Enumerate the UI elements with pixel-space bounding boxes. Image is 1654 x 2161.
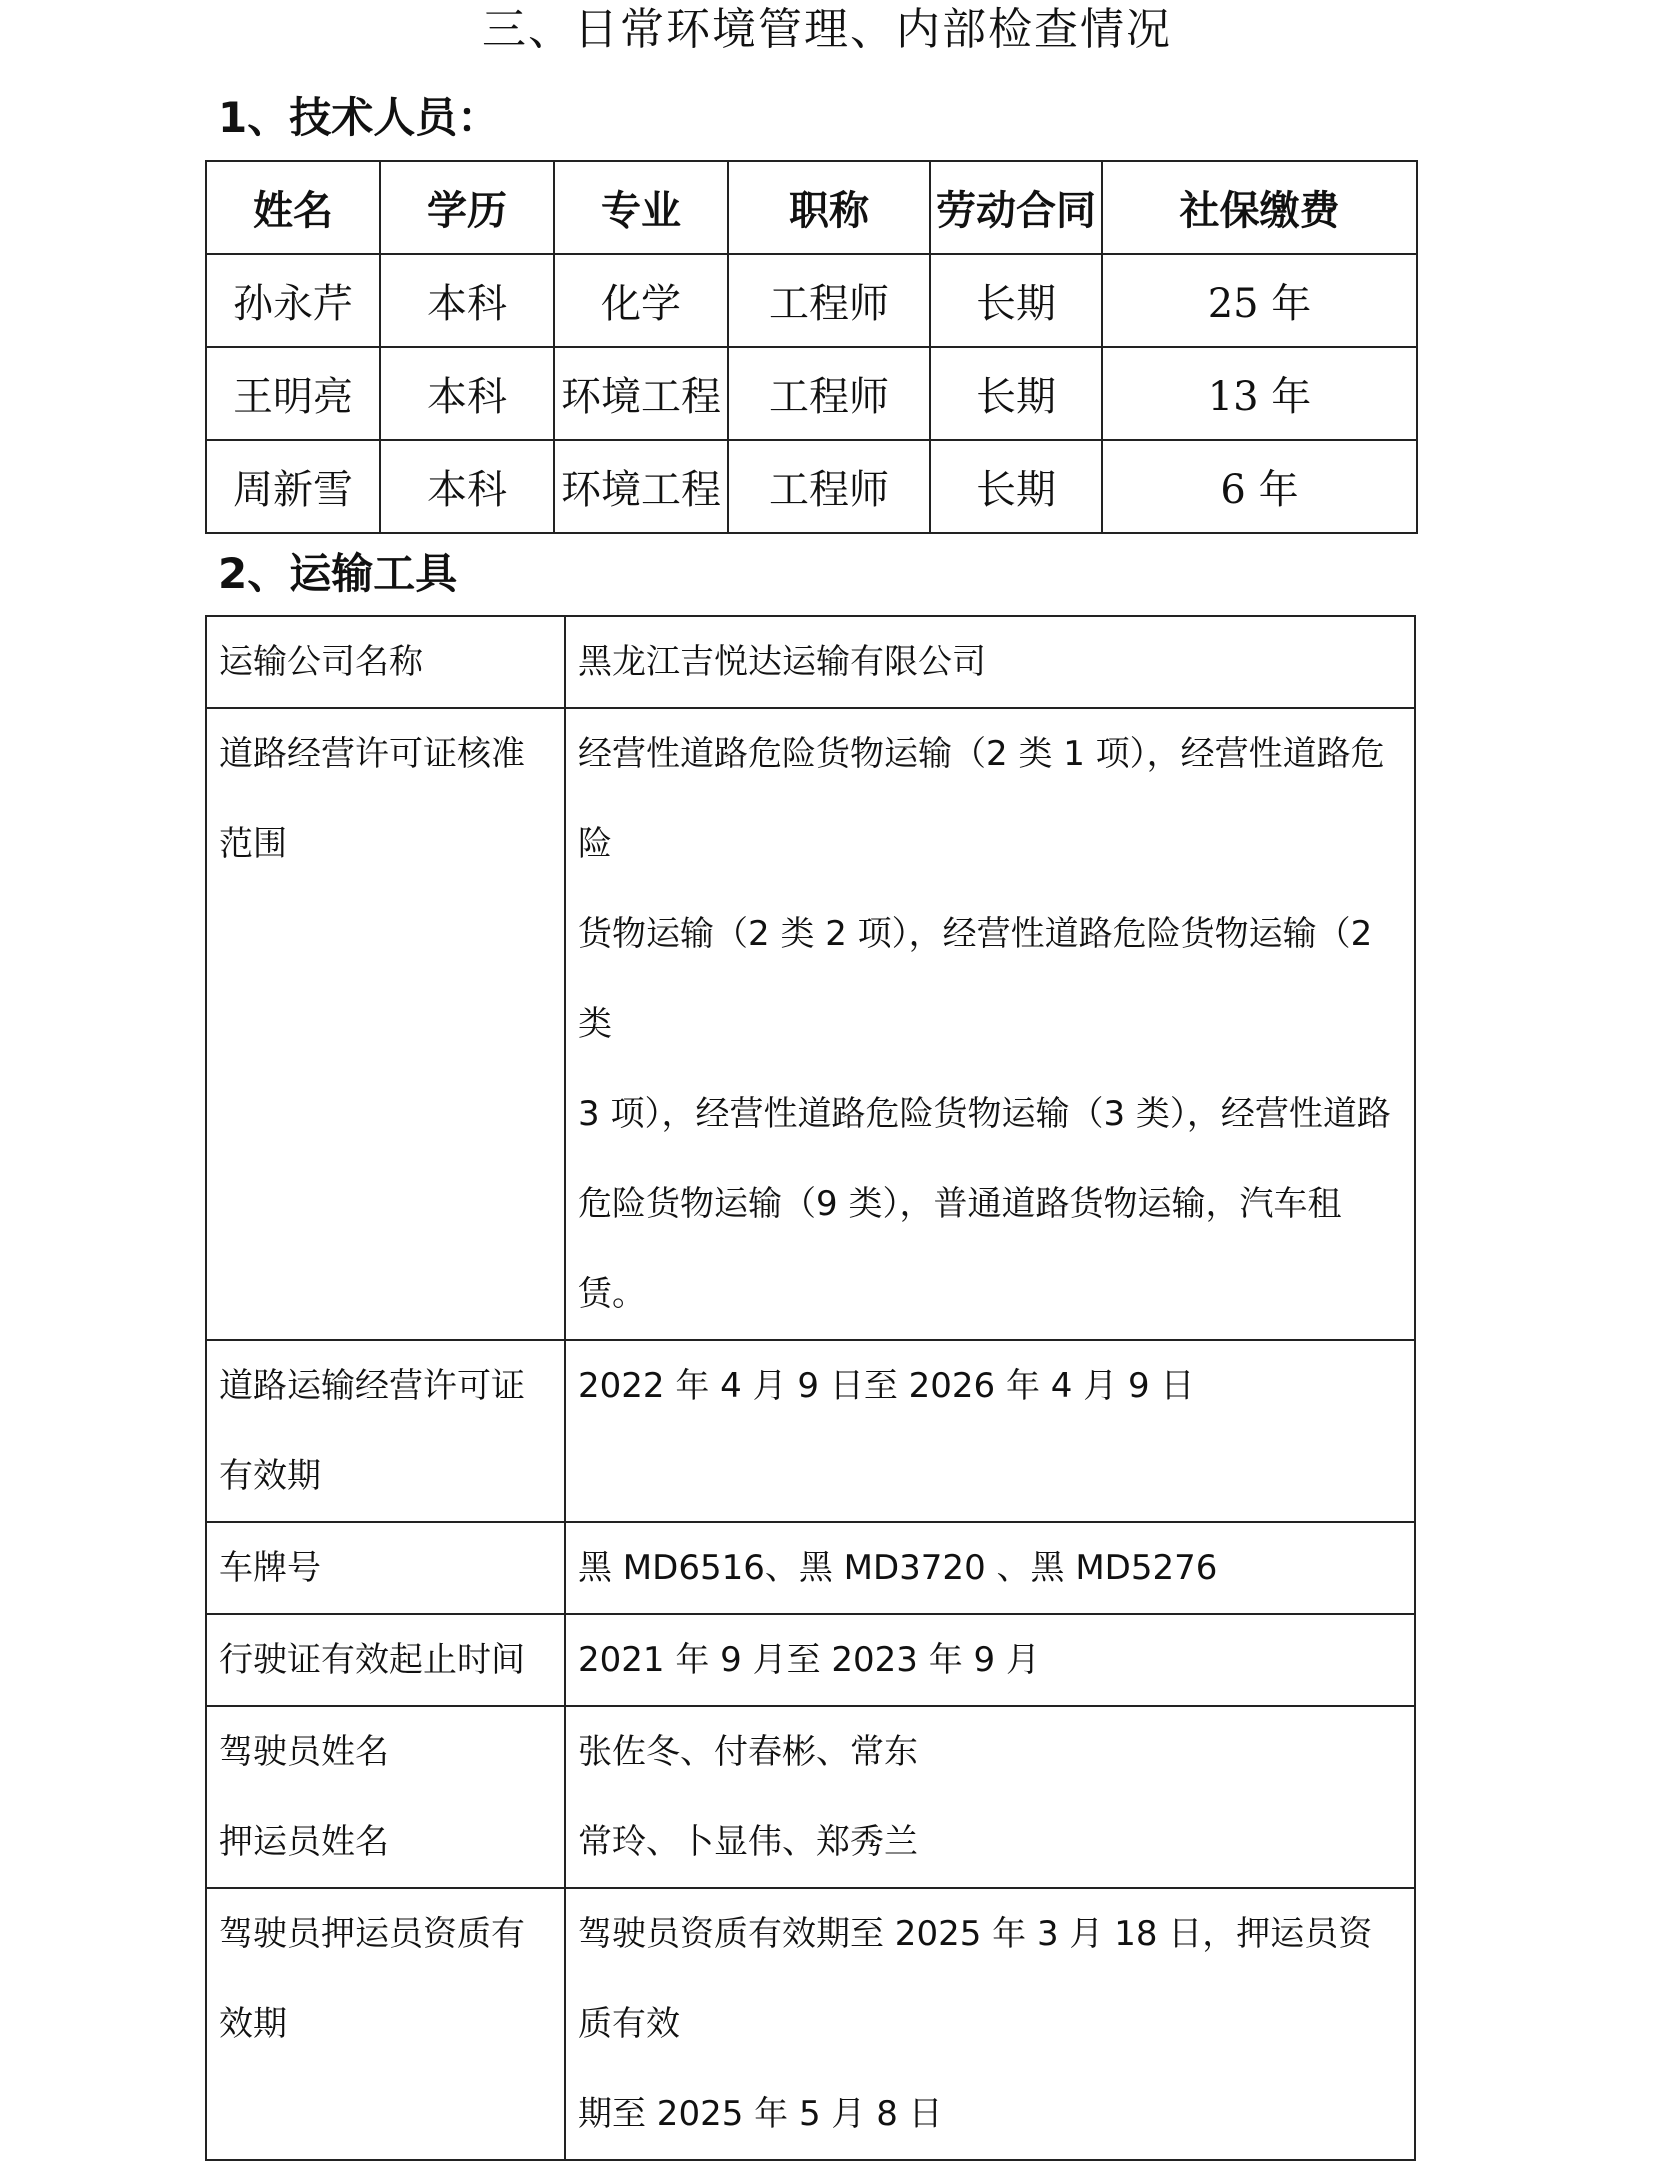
label-line: 驾驶员押运员资质有 bbox=[219, 1914, 525, 1954]
table-row bbox=[206, 1888, 1415, 2160]
label-license-validity bbox=[206, 1340, 565, 1522]
cell-contract: 长期 bbox=[930, 347, 1102, 440]
cell-education: 本科 bbox=[380, 254, 554, 347]
label-line: 押运员姓名 bbox=[219, 1822, 389, 1862]
header-title: 职称 bbox=[728, 161, 930, 254]
cell-major: 化学 bbox=[554, 254, 728, 347]
cell-name: 孙永芹 bbox=[206, 254, 380, 347]
label-vehicle-license-period bbox=[206, 1614, 565, 1706]
transport-table bbox=[205, 615, 1416, 2161]
table-row bbox=[206, 616, 1415, 708]
cell-major: 环境工程 bbox=[554, 347, 728, 440]
label-line: 行驶证有效起止时间 bbox=[219, 1640, 525, 1680]
header-education: 学历 bbox=[380, 161, 554, 254]
label-driver-escort-names bbox=[206, 1706, 565, 1888]
value-line: 黑龙江吉悦达运输有限公司 bbox=[578, 642, 986, 682]
value-vehicle-license-period bbox=[565, 1614, 1415, 1706]
cell-name: 周新雪 bbox=[206, 440, 380, 533]
value-line: 张佐冬、付春彬、常东 bbox=[578, 1732, 918, 1772]
cell-education: 本科 bbox=[380, 347, 554, 440]
value-line: 期至 2025 年 5 月 8 日 bbox=[578, 2094, 943, 2134]
staff-table bbox=[205, 160, 1418, 534]
table-row bbox=[206, 1706, 1415, 1888]
table-row bbox=[206, 1614, 1415, 1706]
value-company-name bbox=[565, 616, 1415, 708]
cell-title: 工程师 bbox=[728, 440, 930, 533]
cell-contract: 长期 bbox=[930, 254, 1102, 347]
cell-social-insurance: 25 年 bbox=[1102, 254, 1417, 347]
value-line: 经营性道路危险货物运输（2 类 1 项），经营性道路危险 bbox=[578, 734, 1385, 864]
label-line: 道路经营许可证核准 bbox=[219, 734, 525, 774]
table-row bbox=[206, 708, 1415, 1340]
cell-major: 环境工程 bbox=[554, 440, 728, 533]
header-contract: 劳动合同 bbox=[930, 161, 1102, 254]
cell-title: 工程师 bbox=[728, 347, 930, 440]
header-name: 姓名 bbox=[206, 161, 380, 254]
table-row bbox=[206, 1522, 1415, 1614]
value-license-validity bbox=[565, 1340, 1415, 1522]
table-row bbox=[206, 1340, 1415, 1522]
table-row bbox=[206, 440, 1417, 533]
value-driver-escort-names bbox=[565, 1706, 1415, 1888]
cell-social-insurance: 6 年 bbox=[1102, 440, 1417, 533]
value-line: 3 项），经营性道路危险货物运输（3 类），经营性道路 bbox=[578, 1094, 1391, 1134]
label-license-scope bbox=[206, 708, 565, 1340]
value-line: 危险货物运输（9 类），普通道路货物运输，汽车租赁。 bbox=[578, 1184, 1342, 1314]
cell-contract: 长期 bbox=[930, 440, 1102, 533]
table-row bbox=[206, 347, 1417, 440]
value-plate-number bbox=[565, 1522, 1415, 1614]
header-social-insurance: 社保缴费 bbox=[1102, 161, 1417, 254]
label-line: 驾驶员姓名 bbox=[219, 1732, 389, 1772]
cell-social-insurance: 13 年 bbox=[1102, 347, 1417, 440]
document-title: 三、日常环境管理、内部检查情况 bbox=[482, 4, 1172, 55]
label-line: 有效期 bbox=[219, 1456, 321, 1496]
label-plate-number bbox=[206, 1522, 565, 1614]
cell-education: 本科 bbox=[380, 440, 554, 533]
label-company-name bbox=[206, 616, 565, 708]
header-major: 专业 bbox=[554, 161, 728, 254]
value-line: 驾驶员资质有效期至 2025 年 3 月 18 日，押运员资质有效 bbox=[578, 1914, 1373, 2044]
value-qualification-validity bbox=[565, 1888, 1415, 2160]
staff-header-row bbox=[206, 161, 1417, 254]
value-line: 货物运输（2 类 2 项），经营性道路危险货物运输（2 类 bbox=[578, 914, 1373, 1044]
label-line: 范围 bbox=[219, 824, 287, 864]
value-line: 2021 年 9 月至 2023 年 9 月 bbox=[578, 1640, 1040, 1680]
table-row bbox=[206, 254, 1417, 347]
cell-title: 工程师 bbox=[728, 254, 930, 347]
label-line: 效期 bbox=[219, 2004, 287, 2044]
label-line: 运输公司名称 bbox=[219, 642, 423, 682]
label-line: 道路运输经营许可证 bbox=[219, 1366, 525, 1406]
cell-name: 王明亮 bbox=[206, 347, 380, 440]
label-line: 车牌号 bbox=[219, 1548, 321, 1588]
staff-section-heading: 1、技术人员： bbox=[218, 93, 500, 142]
value-line: 常玲、卜显伟、郑秀兰 bbox=[578, 1822, 918, 1862]
value-line: 2022 年 4 月 9 日至 2026 年 4 月 9 日 bbox=[578, 1366, 1195, 1406]
label-qualification-validity bbox=[206, 1888, 565, 2160]
value-license-scope bbox=[565, 708, 1415, 1340]
transport-section-heading: 2、运输工具 bbox=[218, 549, 458, 598]
value-line: 黑 MD6516、黑 MD3720 、黑 MD5276 bbox=[578, 1548, 1218, 1588]
